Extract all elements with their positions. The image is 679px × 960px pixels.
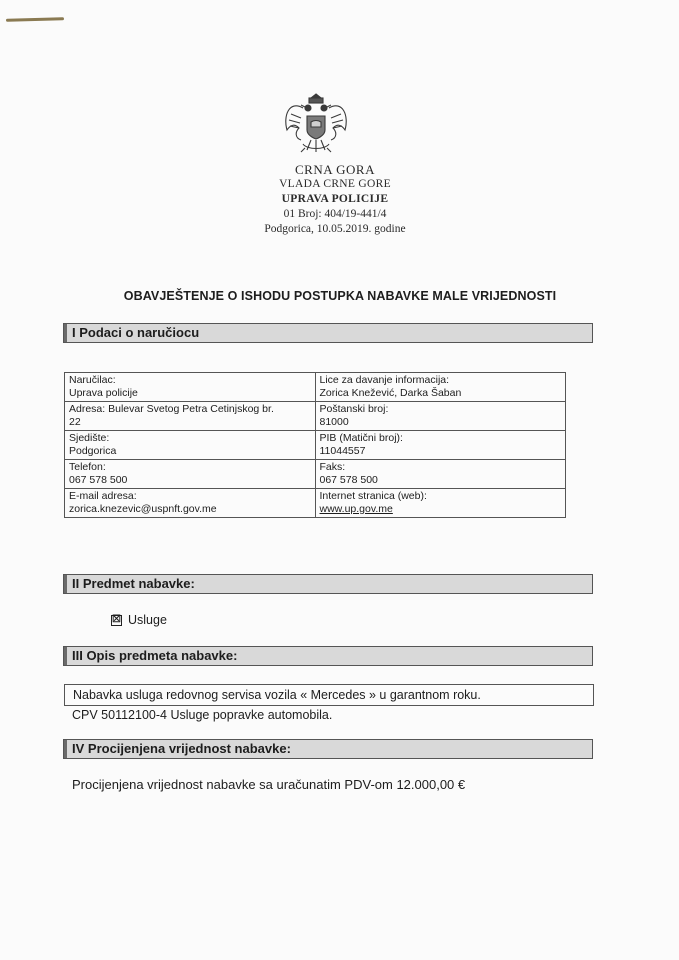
section-heading-subject: II Predmet nabavke:: [63, 574, 593, 594]
table-cell: [65, 431, 316, 460]
checked-checkbox-icon: ☒: [112, 613, 121, 625]
estimated-value-text: Procijenjena vrijednost nabavke sa uračunatim PDV-om 12.000,00 €: [72, 777, 466, 792]
pen-mark: [6, 17, 64, 22]
table-row: [65, 373, 566, 402]
country-name: CRNA GORA: [295, 162, 375, 177]
email-link[interactable]: zorica.knezevic@uspnft.gov.me: [69, 503, 217, 515]
section-heading-estimated-value: IV Procijenjena vrijednost nabavke:: [63, 739, 593, 759]
website-link[interactable]: www.up.gov.me: [319, 503, 393, 515]
cell-value: Podgorica: [69, 445, 117, 457]
cell-value: 067 578 500: [319, 474, 378, 486]
table-row: [65, 460, 566, 489]
cell-label: E-mail adresa:: [69, 490, 137, 502]
cpv-code-line: CPV 50112100-4 Usluge popravke automobila.: [72, 708, 333, 722]
cell-label: Poštanski broj:: [319, 403, 389, 415]
table-cell: [65, 460, 316, 489]
cell-value: 81000: [319, 416, 349, 428]
table-cell: [315, 489, 566, 518]
contracting-authority-table: [64, 372, 566, 518]
cell-label: PIB (Matični broj):: [319, 432, 403, 444]
table-cell: [65, 402, 316, 431]
letterhead: [200, 162, 470, 237]
table-row: [65, 431, 566, 460]
section-heading-description: III Opis predmeta nabavke:: [63, 646, 593, 666]
cell-label: Sjedište:: [69, 432, 110, 444]
subject-label: Usluge: [128, 613, 167, 627]
description-box: Nabavka usluga redovnog servisa vozila « Mercedes » u garantnom roku.: [64, 684, 594, 706]
cell-value: Zorica Knežević, Darka Šaban: [319, 387, 462, 399]
cell-label: Naručilac:: [69, 374, 116, 386]
cell-value: 11044557: [319, 445, 366, 457]
table-cell: [315, 373, 566, 402]
table-row: [65, 489, 566, 518]
government-name: VLADA CRNE GORE: [279, 178, 391, 190]
cell-label: Telefon:: [69, 461, 106, 473]
subject-option: [111, 613, 167, 627]
table-cell: [315, 431, 566, 460]
table-cell: [65, 373, 316, 402]
coat-of-arms-icon: [281, 88, 351, 160]
cell-label: Lice za davanje informacija:: [319, 374, 450, 386]
cell-value: Uprava policije: [69, 387, 138, 399]
institution-name: UPRAVA POLICIJE: [281, 193, 389, 205]
table-cell: [315, 402, 566, 431]
table-cell: [65, 489, 316, 518]
cell-label: Faks:: [319, 461, 346, 473]
table-row: [65, 402, 566, 431]
table-cell: [315, 460, 566, 489]
document-title: OBAVJEŠTENJE O ISHODU POSTUPKA NABAVKE MALE VRIJEDNOSTI: [123, 289, 557, 303]
cell-value: 067 578 500: [69, 474, 128, 486]
cell-label: Adresa: Bulevar Svetog Petra Cetinjskog br.: [69, 403, 274, 415]
reference-number: 01 Broj: 404/19-441/4: [283, 208, 387, 220]
cell-value: 22: [69, 416, 81, 428]
section-heading-contracting-authority: I Podaci o naručiocu: [63, 323, 593, 343]
document-date: Podgorica, 10.05.2019. godine: [264, 223, 406, 235]
cell-label: Internet stranica (web):: [319, 490, 427, 502]
